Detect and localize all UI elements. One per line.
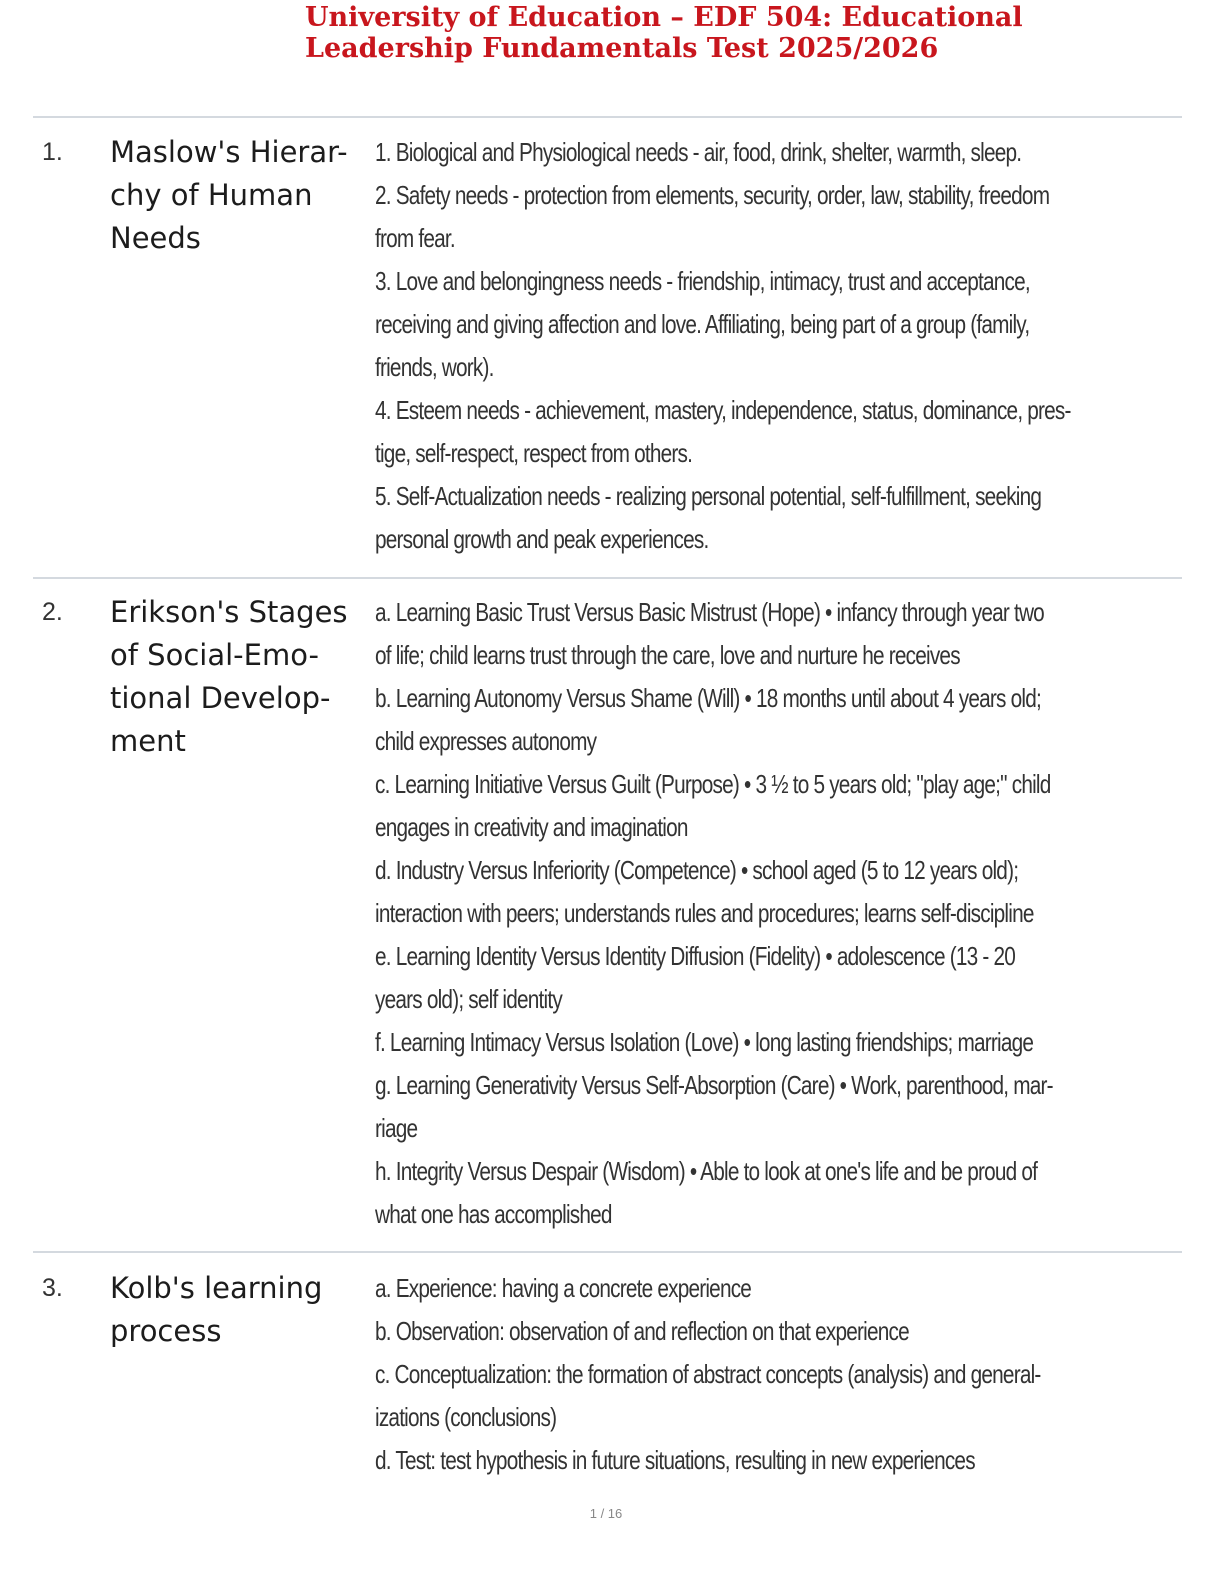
definition-line: tige, self-respect, respect from others. [375,438,693,468]
entry-number: 2. [42,598,63,626]
term-line: Needs [110,221,201,255]
definition-line: what one has accomplished [375,1199,612,1229]
term-line: Maslow's Hierar- [110,135,348,169]
definition-line: years old); self identity [375,984,562,1014]
definition-line: 3. Love and belongingness needs - friendship, intimacy, trust and acceptance, [375,266,1030,296]
page-indicator: 1 / 16 [589,1506,623,1521]
term-line: chy of Human [110,178,313,212]
definition-line: friends, work). [375,352,494,382]
definition-line: 1. Biological and Physiological needs - air, food, drink, shelter, warmth, sleep. [375,137,1022,167]
definition-line: g. Learning Generativity Versus Self-Absorption (Care) • Work, parenthood, mar- [375,1070,1053,1100]
definition-line: from fear. [375,223,455,253]
document-title [305,2,1185,64]
entry-term [110,1267,358,1353]
document-title-line: University of Education – EDF 504: Educational [305,2,1023,33]
definition-line: receiving and giving affection and love. Affiliating, being part of a group (family, [375,309,1030,339]
term-line: Kolb's learning [110,1271,323,1305]
entry-definition [375,591,1175,1236]
entry-definition [375,131,1175,561]
divider [33,1251,1182,1253]
term-line: tional Develop- [110,681,331,715]
divider [33,577,1182,579]
definition-line: 2. Safety needs - protection from elements, security, order, law, stability, freedom [375,180,1050,210]
definition-line: e. Learning Identity Versus Identity Diffusion (Fidelity) • adolescence (13 - 20 [375,941,1016,971]
definition-line: riage [375,1113,418,1143]
entry-number: 3. [42,1274,63,1302]
divider [33,116,1182,118]
entry-term [110,131,358,260]
definition-line: 5. Self-Actualization needs - realizing personal potential, self-fulfillment, seeking [375,481,1042,511]
document-title-line: Leadership Fundamentals Test 2025/2026 [305,33,939,64]
definition-line: personal growth and peak experiences. [375,524,709,554]
entry-term [110,591,358,763]
term-line: of Social-Emo- [110,638,319,672]
definition-line: h. Integrity Versus Despair (Wisdom) • Able to look at one's life and be proud of [375,1156,1038,1186]
definition-line: b. Observation: observation of and reflection on that experience [375,1316,909,1346]
definition-line: izations (conclusions) [375,1402,557,1432]
entry-definition [375,1267,1175,1482]
definition-line: 4. Esteem needs - achievement, mastery, independence, status, dominance, pres- [375,395,1071,425]
definition-line: engages in creativity and imagination [375,812,688,842]
definition-line: b. Learning Autonomy Versus Shame (Will) • 18 months until about 4 years old; [375,683,1041,713]
definition-line: d. Test: test hypothesis in future situations, resulting in new experiences [375,1445,975,1475]
term-line: ment [110,724,186,758]
definition-line: child expresses autonomy [375,726,597,756]
term-line: Erikson's Stages [110,595,348,629]
definition-line: interaction with peers; understands rules and procedures; learns self-discipline [375,898,1034,928]
definition-line: f. Learning Intimacy Versus Isolation (Love) • long lasting friendships; marriage [375,1027,1034,1057]
definition-line: of life; child learns trust through the care, love and nurture he receives [375,640,960,670]
term-line: process [110,1314,222,1348]
definition-line: c. Conceptualization: the formation of abstract concepts (analysis) and general- [375,1359,1041,1389]
definition-line: d. Industry Versus Inferiority (Competence) • school aged (5 to 12 years old); [375,855,1019,885]
definition-line: c. Learning Initiative Versus Guilt (Purpose) • 3 ½ to 5 years old; "play age;" child [375,769,1051,799]
definition-line: a. Learning Basic Trust Versus Basic Mistrust (Hope) • infancy through year two [375,597,1044,627]
definition-line: a. Experience: having a concrete experience [375,1273,752,1303]
entry-number: 1. [42,138,63,166]
